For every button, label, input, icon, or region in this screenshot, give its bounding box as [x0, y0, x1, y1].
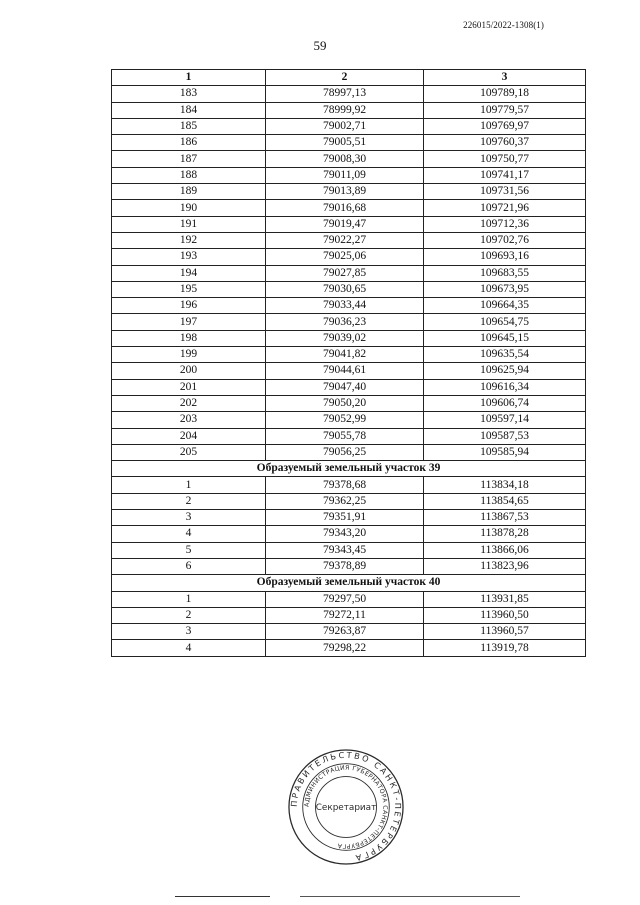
x-coordinate-cell: 79008,30: [266, 151, 424, 167]
point-number-cell: 4: [112, 526, 266, 542]
x-coordinate-cell: 79050,20: [266, 395, 424, 411]
table-row: [112, 167, 586, 183]
column-header: 3: [424, 70, 586, 86]
point-number-cell: 2: [112, 493, 266, 509]
column-header: 2: [266, 70, 424, 86]
x-coordinate-cell: 79030,65: [266, 281, 424, 297]
y-coordinate-cell: 109664,35: [424, 298, 586, 314]
point-number-cell: 198: [112, 330, 266, 346]
y-coordinate-cell: 109654,75: [424, 314, 586, 330]
point-number-cell: 191: [112, 216, 266, 232]
table-row: [112, 444, 586, 460]
x-coordinate-cell: 79343,45: [266, 542, 424, 558]
x-coordinate-cell: 79033,44: [266, 298, 424, 314]
table-row: [112, 558, 586, 574]
x-coordinate-cell: 79298,22: [266, 640, 424, 656]
x-coordinate-cell: 79041,82: [266, 347, 424, 363]
x-coordinate-cell: 79297,50: [266, 591, 424, 607]
y-coordinate-cell: 113867,53: [424, 510, 586, 526]
y-coordinate-cell: 109683,55: [424, 265, 586, 281]
table-row: [112, 102, 586, 118]
table-row: [112, 298, 586, 314]
y-coordinate-cell: 109606,74: [424, 395, 586, 411]
y-coordinate-cell: 109635,54: [424, 347, 586, 363]
x-coordinate-cell: 79036,23: [266, 314, 424, 330]
x-coordinate-cell: 79019,47: [266, 216, 424, 232]
table-row: [112, 624, 586, 640]
point-number-cell: 199: [112, 347, 266, 363]
point-number-cell: 6: [112, 558, 266, 574]
y-coordinate-cell: 109741,17: [424, 167, 586, 183]
point-number-cell: 201: [112, 379, 266, 395]
point-number-cell: 202: [112, 395, 266, 411]
point-number-cell: 197: [112, 314, 266, 330]
stamp-outer-text: ПРАВИТЕЛЬСТВО САНКТ-ПЕТЕРБУРГА: [288, 749, 404, 864]
point-number-cell: 190: [112, 200, 266, 216]
x-coordinate-cell: 79378,68: [266, 477, 424, 493]
table-row: [112, 379, 586, 395]
y-coordinate-cell: 109712,36: [424, 216, 586, 232]
y-coordinate-cell: 109750,77: [424, 151, 586, 167]
x-coordinate-cell: 79022,27: [266, 232, 424, 248]
x-coordinate-cell: 79378,89: [266, 558, 424, 574]
x-coordinate-cell: 79005,51: [266, 135, 424, 151]
point-number-cell: 204: [112, 428, 266, 444]
x-coordinate-cell: 78997,13: [266, 86, 424, 102]
point-number-cell: 1: [112, 477, 266, 493]
y-coordinate-cell: 109616,34: [424, 379, 586, 395]
table-row: [112, 184, 586, 200]
x-coordinate-cell: 79343,20: [266, 526, 424, 542]
point-number-cell: 4: [112, 640, 266, 656]
y-coordinate-cell: 109731,56: [424, 184, 586, 200]
table-row: [112, 314, 586, 330]
x-coordinate-cell: 79002,71: [266, 118, 424, 134]
table-row: [112, 526, 586, 542]
secretariat-stamp: [287, 748, 405, 866]
point-number-cell: 195: [112, 281, 266, 297]
point-number-cell: 3: [112, 624, 266, 640]
stamp-center-text: Секретариат: [315, 802, 377, 813]
y-coordinate-cell: 113834,18: [424, 477, 586, 493]
table-row: [112, 363, 586, 379]
table-body: [112, 86, 586, 656]
table-row: [112, 510, 586, 526]
table-row: [112, 135, 586, 151]
table-row: [112, 249, 586, 265]
x-coordinate-cell: 79013,89: [266, 184, 424, 200]
y-coordinate-cell: 113866,06: [424, 542, 586, 558]
point-number-cell: 189: [112, 184, 266, 200]
y-coordinate-cell: 109789,18: [424, 86, 586, 102]
table-row: [112, 265, 586, 281]
table-row: [112, 428, 586, 444]
x-coordinate-cell: 79263,87: [266, 624, 424, 640]
table-row: [112, 216, 586, 232]
coordinates-table: [111, 69, 586, 657]
y-coordinate-cell: 113854,65: [424, 493, 586, 509]
signature-line: [175, 896, 270, 897]
stamp-inner-text: АДМИНИСТРАЦИЯ ГУБЕРНАТОРА САНКТ-ПЕТЕРБУРГА: [303, 764, 389, 850]
x-coordinate-cell: 79025,06: [266, 249, 424, 265]
point-number-cell: 185: [112, 118, 266, 134]
x-coordinate-cell: 79016,68: [266, 200, 424, 216]
y-coordinate-cell: 113919,78: [424, 640, 586, 656]
section-title-row: [112, 575, 586, 591]
point-number-cell: 187: [112, 151, 266, 167]
y-coordinate-cell: 109597,14: [424, 412, 586, 428]
y-coordinate-cell: 109779,57: [424, 102, 586, 118]
point-number-cell: 5: [112, 542, 266, 558]
x-coordinate-cell: 79044,61: [266, 363, 424, 379]
y-coordinate-cell: 113931,85: [424, 591, 586, 607]
point-number-cell: 203: [112, 412, 266, 428]
y-coordinate-cell: 109702,76: [424, 232, 586, 248]
point-number-cell: 188: [112, 167, 266, 183]
y-coordinate-cell: 113823,96: [424, 558, 586, 574]
y-coordinate-cell: 113960,57: [424, 624, 586, 640]
table-row: [112, 395, 586, 411]
table-row: [112, 607, 586, 623]
point-number-cell: 200: [112, 363, 266, 379]
table-row: [112, 640, 586, 656]
x-coordinate-cell: 79055,78: [266, 428, 424, 444]
x-coordinate-cell: 79351,91: [266, 510, 424, 526]
section-title: Образуемый земельный участок 39: [112, 461, 586, 477]
column-header: 1: [112, 70, 266, 86]
y-coordinate-cell: 109585,94: [424, 444, 586, 460]
table-row: [112, 330, 586, 346]
bottom-line: [300, 896, 520, 897]
table-row: [112, 347, 586, 363]
table-row: [112, 232, 586, 248]
y-coordinate-cell: 109673,95: [424, 281, 586, 297]
x-coordinate-cell: 79362,25: [266, 493, 424, 509]
point-number-cell: 194: [112, 265, 266, 281]
x-coordinate-cell: 78999,92: [266, 102, 424, 118]
point-number-cell: 183: [112, 86, 266, 102]
point-number-cell: 184: [112, 102, 266, 118]
table-row: [112, 86, 586, 102]
point-number-cell: 3: [112, 510, 266, 526]
point-number-cell: 1: [112, 591, 266, 607]
table-row: [112, 200, 586, 216]
x-coordinate-cell: 79011,09: [266, 167, 424, 183]
document-id: 226015/2022-1308(1): [463, 20, 544, 30]
y-coordinate-cell: 109721,96: [424, 200, 586, 216]
x-coordinate-cell: 79039,02: [266, 330, 424, 346]
table-row: [112, 591, 586, 607]
table-row: [112, 118, 586, 134]
x-coordinate-cell: 79272,11: [266, 607, 424, 623]
y-coordinate-cell: 113960,50: [424, 607, 586, 623]
table-row: [112, 151, 586, 167]
y-coordinate-cell: 109693,16: [424, 249, 586, 265]
table-row: [112, 281, 586, 297]
y-coordinate-cell: 113878,28: [424, 526, 586, 542]
table-header-row: [112, 70, 586, 86]
table-row: [112, 477, 586, 493]
y-coordinate-cell: 109760,37: [424, 135, 586, 151]
point-number-cell: 2: [112, 607, 266, 623]
point-number-cell: 192: [112, 232, 266, 248]
x-coordinate-cell: 79027,85: [266, 265, 424, 281]
point-number-cell: 193: [112, 249, 266, 265]
point-number-cell: 196: [112, 298, 266, 314]
x-coordinate-cell: 79047,40: [266, 379, 424, 395]
section-title-row: [112, 461, 586, 477]
table-row: [112, 412, 586, 428]
y-coordinate-cell: 109769,97: [424, 118, 586, 134]
table-row: [112, 493, 586, 509]
y-coordinate-cell: 109587,53: [424, 428, 586, 444]
section-title: Образуемый земельный участок 40: [112, 575, 586, 591]
table-row: [112, 542, 586, 558]
y-coordinate-cell: 109625,94: [424, 363, 586, 379]
y-coordinate-cell: 109645,15: [424, 330, 586, 346]
page-number: 59: [313, 38, 327, 53]
point-number-cell: 186: [112, 135, 266, 151]
point-number-cell: 205: [112, 444, 266, 460]
x-coordinate-cell: 79056,25: [266, 444, 424, 460]
x-coordinate-cell: 79052,99: [266, 412, 424, 428]
